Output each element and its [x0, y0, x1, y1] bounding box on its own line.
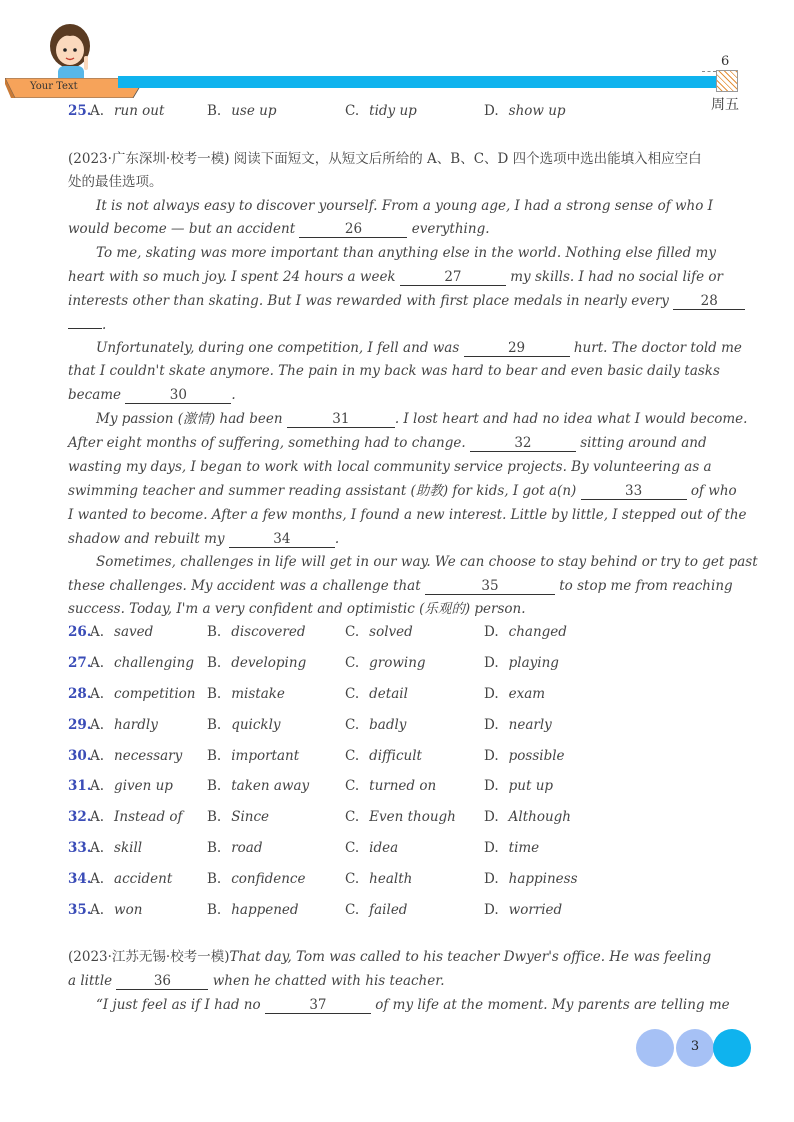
passage-line: would become — but an accident 26 everything. — [68, 221, 490, 237]
option-a[interactable] — [90, 655, 194, 671]
option-letter: B. — [207, 686, 222, 702]
option-text: playing — [508, 655, 559, 671]
blank-32[interactable]: 32 — [470, 436, 576, 452]
option-c[interactable] — [345, 748, 422, 764]
blank-37[interactable]: 37 — [265, 998, 371, 1014]
option-letter: A. — [90, 778, 105, 794]
cartoon-girl-icon — [40, 22, 110, 84]
passage-line: heart with so much joy. I spent 24 hours a week 27 my skills. I had no social life or — [68, 269, 724, 285]
footer-circle-left — [636, 1029, 674, 1067]
passage-line: these challenges. My accident was a challenge that 35 to stop me from reaching — [68, 578, 733, 594]
option-letter: C. — [345, 686, 360, 702]
option-text: challenging — [114, 655, 194, 671]
option-a[interactable] — [90, 717, 158, 733]
option-text: badly — [369, 717, 407, 733]
option-text: happened — [231, 902, 299, 918]
option-letter: A. — [90, 902, 105, 918]
option-letter: A. — [90, 871, 105, 887]
option-a[interactable] — [90, 624, 153, 640]
blank-33[interactable]: 33 — [581, 484, 687, 500]
weekday-label: 周五 — [711, 97, 739, 113]
section2-line: a little 36 when he chatted with his teacher. — [68, 973, 445, 989]
option-b[interactable] — [207, 717, 281, 733]
question-number: 29. — [68, 717, 92, 733]
option-text: changed — [508, 624, 567, 640]
passage-line: It is not always easy to discover yourself. From a young age, I had a strong sense of who I — [96, 198, 713, 214]
option-text: Even though — [369, 809, 456, 825]
option-letter: C. — [345, 840, 360, 856]
option-text: Since — [231, 809, 270, 825]
option-text: time — [508, 840, 540, 856]
header-page-number: 6 — [721, 54, 730, 69]
option-c[interactable] — [345, 809, 456, 825]
option-letter: B. — [207, 902, 222, 918]
blank-34[interactable]: 34 — [229, 532, 335, 548]
option-text: developing — [231, 655, 307, 671]
option-text: detail — [369, 686, 408, 702]
option-c[interactable] — [345, 871, 412, 887]
option-letter: D. — [484, 624, 499, 640]
blank-36[interactable]: 36 — [116, 974, 208, 990]
option-text: nearly — [508, 717, 552, 733]
option-letter: B. — [207, 655, 222, 671]
option-letter: B. — [207, 809, 222, 825]
option-letter: D. — [484, 871, 499, 887]
passage-line: success. Today, I'm a very confident and optimistic (乐观的) person. — [68, 601, 526, 617]
option-text: growing — [369, 655, 426, 671]
option-text: quickly — [231, 717, 281, 733]
option-c[interactable] — [345, 624, 413, 640]
question-number: 34. — [68, 871, 92, 887]
passage-line: Unfortunately, during one competition, I fell and was 29 hurt. The doctor told me — [96, 340, 742, 356]
passage-line: that I couldn't skate anymore. The pain in my back was hard to bear and even basic daily tasks — [68, 363, 720, 379]
option-c[interactable] — [345, 902, 407, 918]
option-c[interactable]: C. tidy up — [345, 103, 417, 119]
option-text: saved — [114, 624, 154, 640]
passage-line: Sometimes, challenges in life will get in our way. We can choose to stay behind or try to get past — [96, 554, 758, 570]
section1-intro: (2023·广东深圳·校考一模) 阅读下面短文，从短文后所给的 A、B、C、D 四个选项中选出能填入相应空白 — [68, 151, 702, 167]
option-d[interactable] — [484, 871, 578, 887]
option-a[interactable] — [90, 840, 142, 856]
option-letter: C. — [345, 778, 360, 794]
option-text: won — [114, 902, 143, 918]
option-d[interactable] — [484, 655, 559, 671]
option-letter: D. — [484, 809, 499, 825]
option-letter: D. — [484, 778, 499, 794]
option-b[interactable] — [207, 840, 263, 856]
option-d[interactable] — [484, 717, 552, 733]
option-text: necessary — [114, 748, 183, 764]
option-letter: A. — [90, 655, 105, 671]
option-text: competition — [114, 686, 196, 702]
option-c[interactable] — [345, 655, 426, 671]
question-number: 26. — [68, 624, 92, 640]
blank-31[interactable]: 31 — [287, 412, 395, 428]
passage-line: wasting my days, I began to work with local community service projects. By volunteering as a — [68, 459, 712, 475]
question-number: 27. — [68, 655, 92, 671]
question-number: 35. — [68, 902, 92, 918]
hatch-box — [716, 70, 738, 92]
passage-line: became 30 . — [68, 387, 236, 403]
option-a[interactable] — [90, 686, 195, 702]
option-a[interactable]: A. run out — [90, 103, 165, 119]
option-letter: D. — [484, 902, 499, 918]
option-c[interactable] — [345, 717, 406, 733]
option-letter: A. — [90, 809, 105, 825]
option-text: accident — [114, 871, 173, 887]
option-letter: D. — [484, 748, 499, 764]
option-d[interactable] — [484, 809, 571, 825]
option-letter: C. — [345, 655, 360, 671]
option-letter: C. — [345, 871, 360, 887]
option-text: Although — [508, 809, 571, 825]
option-b[interactable] — [207, 624, 306, 640]
option-d[interactable] — [484, 840, 539, 856]
footer-circle-right — [713, 1029, 751, 1067]
option-d[interactable] — [484, 778, 553, 794]
option-letter: D. — [484, 686, 499, 702]
question-number: 33. — [68, 840, 92, 856]
question-number: 32. — [68, 809, 92, 825]
option-letter: B. — [207, 871, 222, 887]
blank-26[interactable]: 26 — [299, 222, 407, 238]
option-c[interactable] — [345, 840, 398, 856]
option-d[interactable] — [484, 686, 545, 702]
passage-line: shadow and rebuilt my 34 . — [68, 531, 340, 547]
option-text: difficult — [369, 748, 422, 764]
question-number: 28. — [68, 686, 92, 702]
option-b[interactable] — [207, 778, 309, 794]
header-dash — [702, 71, 716, 72]
option-text: worried — [508, 902, 563, 918]
option-letter: D. — [484, 655, 499, 671]
passage-line: My passion (激情) had been 31 . I lost heart and had no idea what I would become. — [96, 411, 748, 427]
blank-28-continued — [68, 328, 102, 329]
option-text: put up — [508, 778, 554, 794]
option-a[interactable] — [90, 871, 172, 887]
option-c[interactable] — [345, 778, 436, 794]
option-text: taken away — [231, 778, 310, 794]
option-text: confidence — [231, 871, 306, 887]
option-b[interactable]: B. use up — [207, 103, 277, 119]
footer-page-number: 3 — [690, 1039, 700, 1054]
option-letter: A. — [90, 717, 105, 733]
option-a[interactable] — [90, 902, 142, 918]
option-letter: C. — [345, 624, 360, 640]
option-b[interactable] — [207, 809, 269, 825]
option-text: happiness — [508, 871, 578, 887]
option-b[interactable] — [207, 655, 306, 671]
option-text: mistake — [231, 686, 285, 702]
option-a[interactable] — [90, 748, 182, 764]
option-text: skill — [114, 840, 143, 856]
option-text: possible — [508, 748, 565, 764]
option-text: solved — [369, 624, 413, 640]
question-number: 25. — [68, 103, 92, 119]
passage-line: swimming teacher and summer reading assistant (助教) for kids, I got a(n) 33 of who — [68, 483, 737, 499]
option-text: discovered — [231, 624, 306, 640]
option-d[interactable] — [484, 624, 567, 640]
blank-27[interactable]: 27 — [400, 270, 506, 286]
option-letter: A. — [90, 748, 105, 764]
passage-line: I wanted to become. After a few months, I found a new interest. Little by little, I stepped out of the — [68, 507, 747, 523]
option-letter: B. — [207, 748, 222, 764]
blank-30[interactable]: 30 — [125, 388, 231, 404]
question-number: 31. — [68, 778, 92, 794]
option-letter: B. — [207, 717, 222, 733]
option-text: road — [231, 840, 263, 856]
question-number: 30. — [68, 748, 92, 764]
option-letter: C. — [345, 748, 360, 764]
option-letter: C. — [345, 717, 360, 733]
header-bar — [118, 76, 716, 88]
section1-intro-2: 处的最佳选项。 — [68, 174, 163, 190]
option-b[interactable] — [207, 871, 305, 887]
option-a[interactable] — [90, 809, 183, 825]
option-c[interactable] — [345, 686, 408, 702]
passage-line: . — [68, 316, 106, 334]
option-letter: B. — [207, 778, 222, 794]
option-letter: C. — [345, 902, 360, 918]
option-a[interactable] — [90, 778, 173, 794]
option-text: important — [231, 748, 300, 764]
option-b[interactable] — [207, 686, 285, 702]
section2-line: (2023·江苏无锡·校考一模)That day, Tom was called to his teacher Dwyer's office. He was feeling — [68, 949, 712, 965]
blank-35[interactable]: 35 — [425, 579, 555, 595]
blank-29[interactable]: 29 — [464, 341, 570, 357]
passage-line: After eight months of suffering, something had to change. 32 sitting around and — [68, 435, 707, 451]
option-letter: A. — [90, 686, 105, 702]
option-d[interactable] — [484, 902, 562, 918]
option-d[interactable]: D. show up — [484, 103, 566, 119]
section2-line: “I just feel as if I had no 37 of my life at the moment. My parents are telling me — [96, 997, 730, 1013]
option-text: turned on — [369, 778, 437, 794]
option-letter: D. — [484, 840, 499, 856]
option-text: idea — [369, 840, 399, 856]
option-letter: B. — [207, 624, 222, 640]
header-tab-label: Your Text — [30, 81, 78, 92]
option-b[interactable] — [207, 748, 299, 764]
blank-28[interactable]: 28 — [673, 294, 745, 310]
option-text: exam — [508, 686, 546, 702]
option-text: hardly — [114, 717, 158, 733]
option-text: failed — [369, 902, 408, 918]
option-text: given up — [114, 778, 173, 794]
option-text: Instead of — [114, 809, 183, 825]
option-text: health — [369, 871, 413, 887]
option-letter: C. — [345, 809, 360, 825]
passage-line: interests other than skating. But I was rewarded with first place medals in nearly every 28 — [68, 292, 745, 310]
option-letter: A. — [90, 624, 105, 640]
option-letter: A. — [90, 840, 105, 856]
passage-line: To me, skating was more important than anything else in the world. Nothing else filled my — [96, 245, 716, 261]
option-letter: D. — [484, 717, 499, 733]
option-letter: B. — [207, 840, 222, 856]
option-d[interactable] — [484, 748, 565, 764]
option-b[interactable] — [207, 902, 299, 918]
